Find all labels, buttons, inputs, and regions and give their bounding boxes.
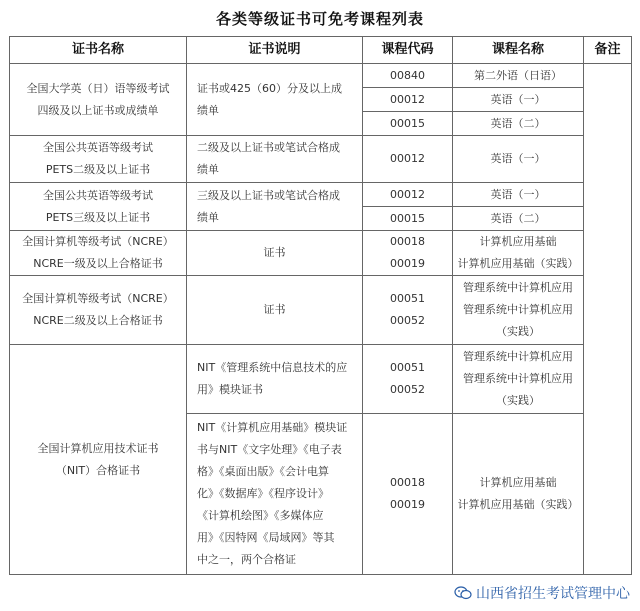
- course-name-cell: 英语（一）: [453, 136, 584, 183]
- table-row: [10, 183, 632, 207]
- header-remarks: 备注: [584, 37, 632, 64]
- course-code-cell: 00051 00052: [363, 345, 453, 414]
- course-code-cell: 00018 00019: [363, 414, 453, 575]
- cert-desc-cell: 证书或425（60）分及以上成 绩单: [187, 64, 363, 136]
- course-name-cell: 英语（二）: [453, 112, 584, 136]
- cert-name-cell: 全国大学英（日）语等级考试 四级及以上证书或成绩单: [10, 64, 187, 136]
- table-header-row: [10, 37, 632, 64]
- header-cert-desc: 证书说明: [187, 37, 363, 64]
- course-code-cell: 00012: [363, 136, 453, 183]
- course-name-cell: 英语（一）: [453, 183, 584, 207]
- course-code-cell: 00012: [363, 88, 453, 112]
- course-code-cell: 00051 00052: [363, 276, 453, 345]
- cert-name-cell: 全国计算机应用技术证书 （NIT）合格证书: [10, 345, 187, 575]
- course-name-cell: 计算机应用基础 计算机应用基础（实践）: [453, 231, 584, 276]
- course-code-cell: 00015: [363, 112, 453, 136]
- watermark-text: 山西省招生考试管理中心: [476, 586, 630, 602]
- remarks-cell: [584, 64, 632, 575]
- course-name-cell: 英语（二）: [453, 207, 584, 231]
- watermark: [454, 583, 630, 603]
- course-name-cell: 计算机应用基础 计算机应用基础（实践）: [453, 414, 584, 575]
- table-row: [10, 276, 632, 345]
- course-code-cell: 00015: [363, 207, 453, 231]
- header-cert-name: 证书名称: [10, 37, 187, 64]
- course-code-cell: 00012: [363, 183, 453, 207]
- cert-name-cell: 全国计算机等级考试（NCRE） NCRE二级及以上合格证书: [10, 276, 187, 345]
- cert-desc-cell: 三级及以上证书或笔试合格成 绩单: [187, 183, 363, 231]
- wechat-icon: [454, 586, 472, 600]
- cert-desc-cell: NIT《管理系统中信息技术的应 用》模块证书: [187, 345, 363, 414]
- cert-desc-cell: 证书: [187, 231, 363, 276]
- cert-desc-cell: NIT《计算机应用基础》模块证 书与NIT《文字处理》《电子表 格》《桌面出版》《会计电算 化》《数据库》《程序设计》 《计算机绘图》《多媒体应 用》《因特网《局域网》等其 中之一，两个合格证: [187, 414, 363, 575]
- header-course-code: 课程代码: [363, 37, 453, 64]
- cert-name-cell: 全国公共英语等级考试 PETS二级及以上证书: [10, 136, 187, 183]
- table-row: [10, 136, 632, 183]
- exemption-table: [9, 36, 632, 575]
- course-code-cell: 00018 00019: [363, 231, 453, 276]
- course-code-cell: 00840: [363, 64, 453, 88]
- course-name-cell: 管理系统中计算机应用 管理系统中计算机应用 （实践）: [453, 345, 584, 414]
- cert-desc-cell: 证书: [187, 276, 363, 345]
- table-row: [10, 231, 632, 276]
- course-name-cell: 管理系统中计算机应用 管理系统中计算机应用 （实践）: [453, 276, 584, 345]
- course-name-cell: 英语（一）: [453, 88, 584, 112]
- table-row: [10, 345, 632, 414]
- header-course-name: 课程名称: [453, 37, 584, 64]
- course-name-cell: 第二外语（日语）: [453, 64, 584, 88]
- cert-name-cell: 全国公共英语等级考试 PETS三级及以上证书: [10, 183, 187, 231]
- cert-desc-cell: 二级及以上证书或笔试合格成 绩单: [187, 136, 363, 183]
- table-row: [10, 64, 632, 88]
- page-title: 各类等级证书可免考课程列表: [215, 10, 424, 28]
- cert-name-cell: 全国计算机等级考试（NCRE） NCRE一级及以上合格证书: [10, 231, 187, 276]
